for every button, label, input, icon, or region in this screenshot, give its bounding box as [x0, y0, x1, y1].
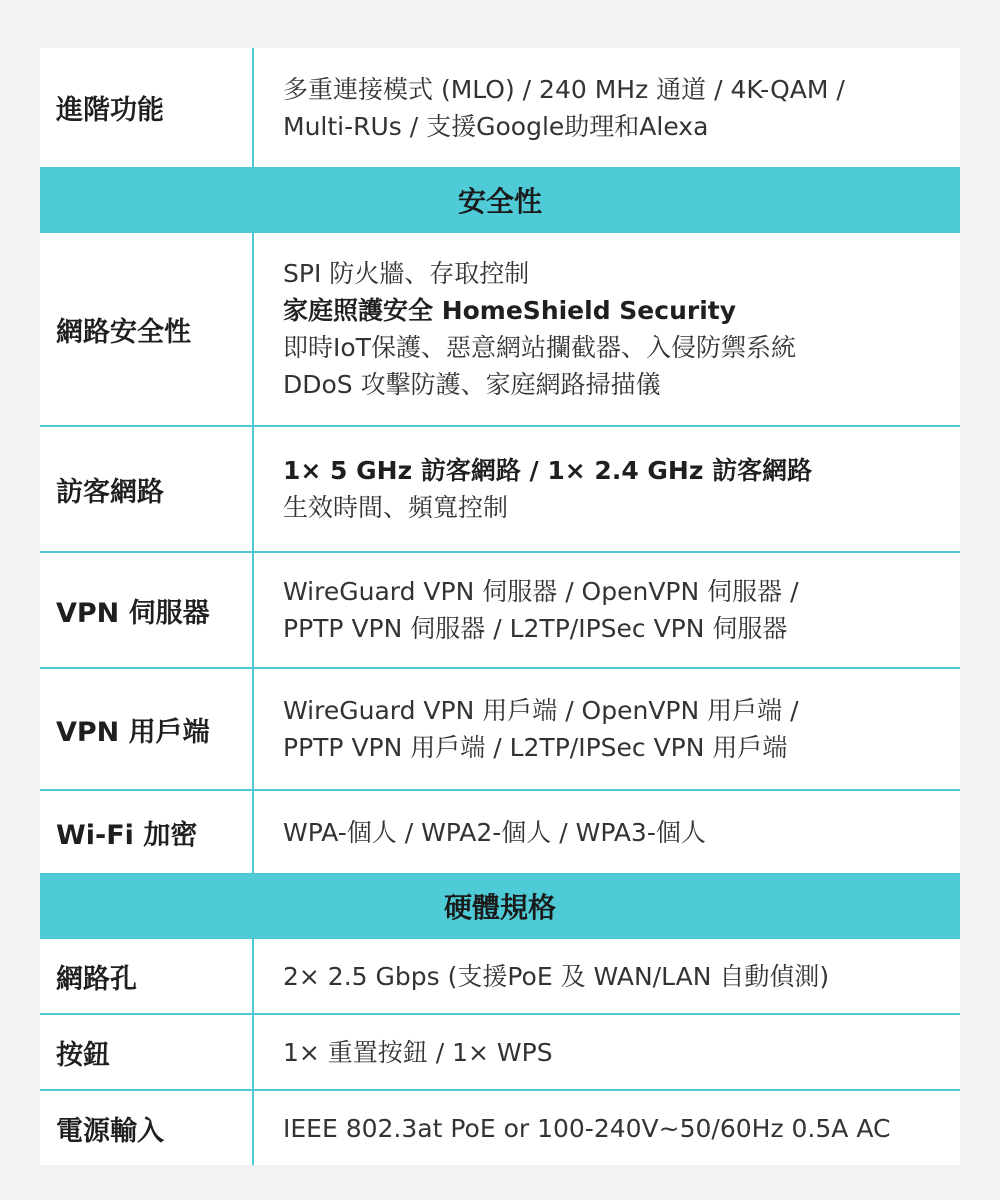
spec-value-line: IEEE 802.3at PoE or 100-240V~50/60Hz 0.5A AC: [283, 1113, 891, 1143]
spec-label: 訪客網路: [40, 427, 254, 551]
spec-row-power-input: [40, 1091, 960, 1165]
spec-value-line: 2× 2.5 Gbps (支援PoE 及 WAN/LAN 自動偵測): [283, 961, 830, 991]
spec-value: [254, 427, 960, 551]
spec-label: 網路安全性: [40, 233, 254, 425]
spec-row-vpn-client: [40, 669, 960, 791]
spec-value-line: 生效時間、頻寬控制: [283, 493, 509, 522]
spec-value-line: 多重連接模式 (MLO) / 240 MHz 通道 / 4K-QAM /: [283, 74, 845, 104]
spec-label: 網路孔: [40, 939, 254, 1013]
spec-value: [254, 939, 960, 1013]
spec-row-network-ports: [40, 939, 960, 1015]
spec-value-line: WPA-個人 / WPA2-個人 / WPA3-個人: [283, 817, 706, 847]
spec-label: VPN 用戶端: [40, 669, 254, 789]
spec-value-line: WireGuard VPN 伺服器 / OpenVPN 伺服器 /: [283, 577, 799, 606]
spec-value-line: WireGuard VPN 用戶端 / OpenVPN 用戶端 /: [283, 696, 799, 725]
spec-value-line: 即時IoT保護、惡意網站攔截器、入侵防禦系統: [283, 333, 796, 362]
spec-value: [254, 791, 960, 873]
spec-value: [254, 1015, 960, 1089]
spec-table: [40, 48, 960, 1165]
spec-row-network-security: [40, 233, 960, 427]
spec-value-line: PPTP VPN 伺服器 / L2TP/IPSec VPN 伺服器: [283, 614, 788, 643]
spec-value-line: 家庭照護安全 HomeShield Security: [283, 296, 737, 325]
spec-value: [254, 1091, 960, 1165]
spec-row-wifi-encryption: [40, 791, 960, 875]
spec-value-line: 1× 5 GHz 訪客網路 / 1× 2.4 GHz 訪客網路: [283, 456, 813, 485]
spec-label: 進階功能: [40, 48, 254, 167]
spec-value: [254, 669, 960, 789]
spec-value: [254, 553, 960, 667]
spec-row-guest-network: [40, 427, 960, 553]
spec-row-buttons: [40, 1015, 960, 1091]
section-header-security: 安全性: [40, 169, 960, 233]
spec-value-line: DDoS 攻擊防護、家庭網路掃描儀: [283, 370, 661, 399]
spec-value: [254, 48, 960, 167]
spec-label: VPN 伺服器: [40, 553, 254, 667]
spec-label: Wi-Fi 加密: [40, 791, 254, 873]
spec-value-line: SPI 防火牆、存取控制: [283, 259, 530, 288]
spec-label: 電源輸入: [40, 1091, 254, 1165]
spec-value-line: 1× 重置按鈕 / 1× WPS: [283, 1037, 553, 1067]
section-header-hardware: 硬體規格: [40, 875, 960, 939]
spec-value-line: Multi-RUs / 支援Google助理和Alexa: [283, 111, 709, 141]
spec-label: 按鈕: [40, 1015, 254, 1089]
spec-value-line: PPTP VPN 用戶端 / L2TP/IPSec VPN 用戶端: [283, 733, 788, 762]
spec-value: [254, 233, 960, 425]
spec-row-advanced-features: [40, 48, 960, 169]
spec-row-vpn-server: [40, 553, 960, 669]
